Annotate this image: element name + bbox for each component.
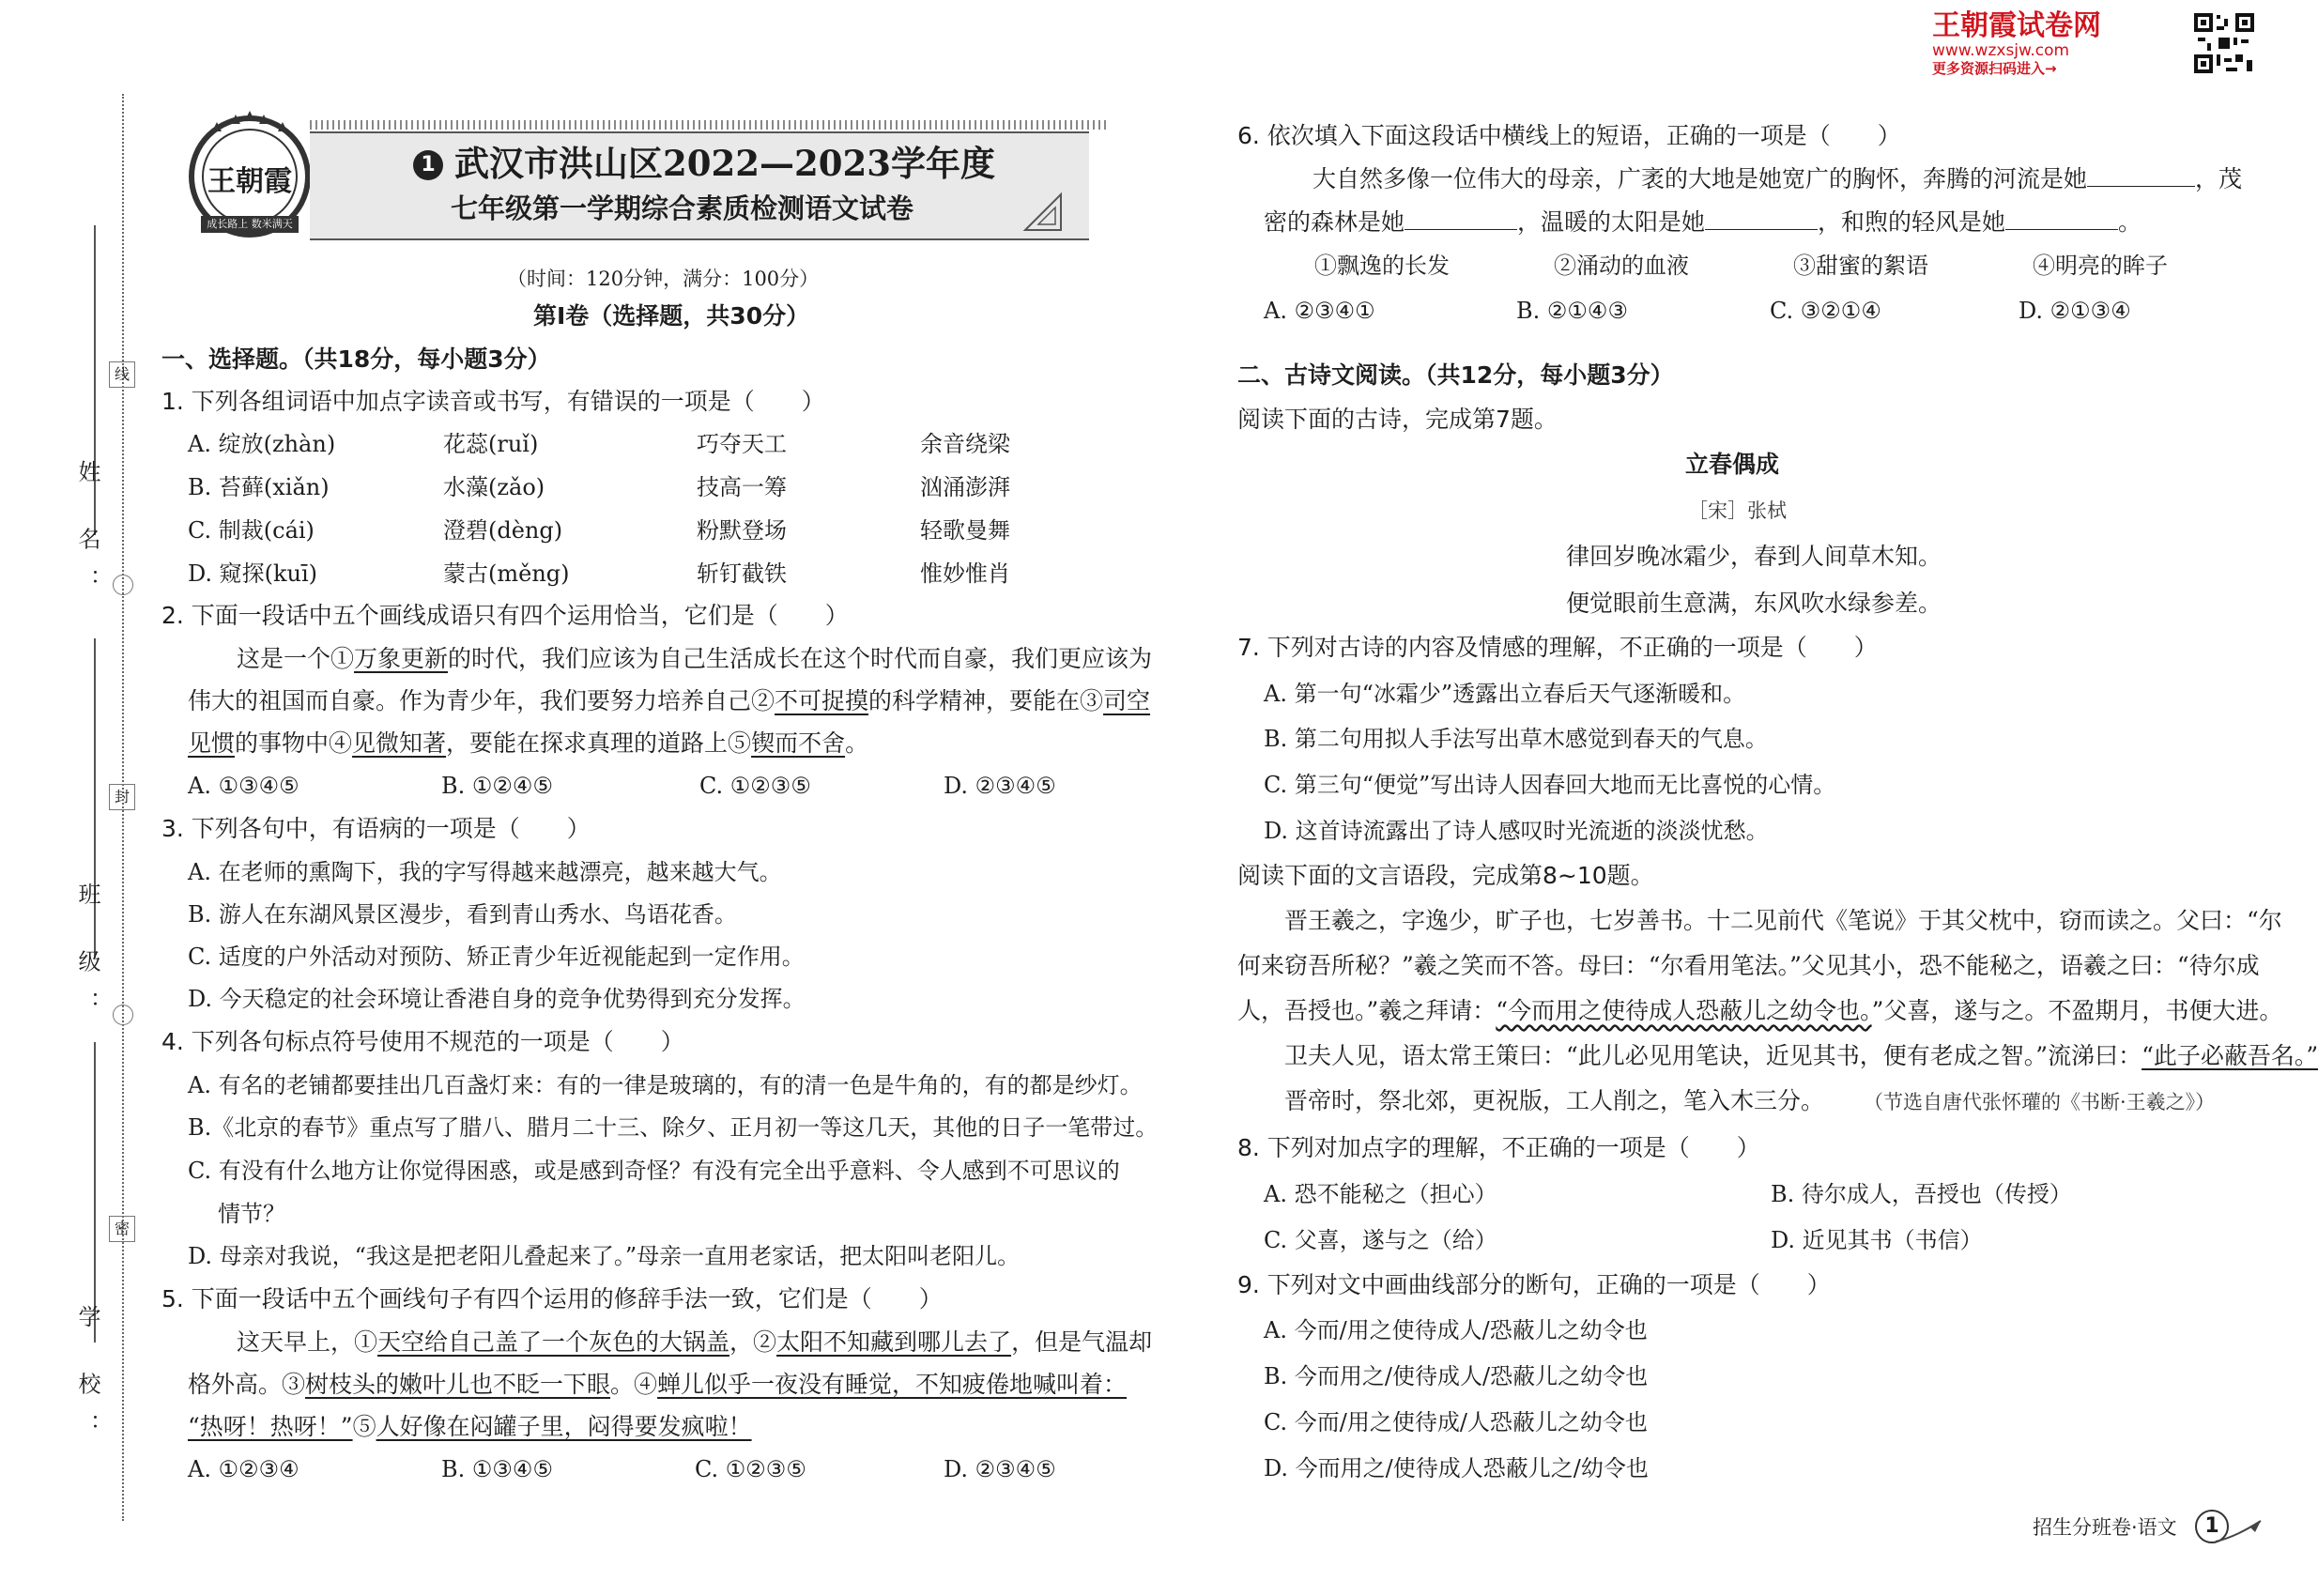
fill-blank[interactable]	[1705, 208, 1818, 230]
q1-b3: 技高一筹	[697, 474, 787, 500]
q2-option-a[interactable]: A. ①③④⑤	[188, 773, 299, 799]
publisher-name: 王朝霞试卷网	[1932, 9, 2101, 42]
footer-label: 招生分班卷·语文	[2033, 1516, 2177, 1539]
q2-stem: 2. 下面一段话中五个画线成语只有四个运用恰当，它们是（ ）	[161, 602, 849, 629]
q5-passage-line1	[237, 1328, 1152, 1357]
title-number: 1	[413, 150, 443, 180]
text: 卫夫人见，语太常王策曰：“此儿必见用笔诀，近见其书，便有老成之智。”流涕曰：	[1284, 1042, 2142, 1069]
student-class-field[interactable]: 班 级：	[74, 882, 100, 1033]
page-title: 武汉市洪山区2022—2023学年度	[454, 143, 995, 184]
q6-option-c[interactable]: C. ③②①④	[1770, 298, 1881, 324]
passage-line1: 晋王羲之，字逸少，旷子也，七岁善书。十二见前代《笔说》于其父枕中，窃而读之。父曰：“尔	[1284, 907, 2282, 934]
page-subtitle: 七年级第一学期综合素质检测语文试卷	[451, 192, 914, 224]
text: 的事物中④	[235, 729, 353, 757]
logo-name: 王朝霞	[207, 165, 292, 198]
q2-option-b[interactable]: B. ①②④⑤	[441, 773, 553, 799]
q1-a4: 余音绕梁	[920, 431, 1010, 457]
q2-passage-line1	[237, 645, 1152, 673]
q5-passage-line2	[188, 1371, 1127, 1399]
section1-title: 一、选择题。（共18分，每小题3分）	[161, 345, 551, 373]
q4-option-d[interactable]: D. 母亲对我说，“我这是把老阳儿叠起来了。”母亲一直用老家话，把太阳叫老阳儿。	[188, 1243, 1021, 1269]
text: 这是一个①	[237, 645, 355, 672]
page-number: 1	[2195, 1510, 2229, 1543]
q7-option-d[interactable]: D. 这首诗流露出了诗人感叹时光流逝的淡淡忧愁。	[1264, 818, 1769, 844]
underlined-idiom: 见微知著	[352, 729, 447, 757]
seal-mark-line: 线	[109, 361, 135, 388]
text: 人，吾授也。”羲之拜请：	[1237, 997, 1497, 1024]
q7-option-b[interactable]: B. 第二句用拟人手法写出草木感觉到春天的气息。	[1264, 726, 1768, 752]
q9-option-c[interactable]: C. 今而/用之使待成/人恐蔽儿之幼令也	[1264, 1409, 1648, 1435]
passage-line4	[1284, 1042, 2318, 1070]
poem-line2: 便觉眼前生意满，东风吹水绿参差。	[1566, 590, 1942, 617]
text: ”父喜，遂与之。不盈期月，书便大进。	[1871, 997, 2283, 1024]
q4-option-b[interactable]: B.《北京的春节》重点写了腊八、腊月二十三、除夕、正月初一等这几天，其他的日子一笔带过。	[188, 1114, 1159, 1141]
underlined-sentence: 人好像在闷罐子里，闷得要发疯啦！	[376, 1413, 752, 1440]
passage-line3	[1237, 997, 2282, 1025]
q1-b2: 水藻(zǎo)	[443, 474, 545, 500]
student-school-field[interactable]: 学 校：	[74, 1305, 100, 1455]
q1-a2: 花蕊(ruǐ)	[443, 431, 539, 457]
text: 这天早上，①	[237, 1328, 378, 1356]
seal-mark-secret: 密	[109, 1216, 135, 1242]
title-banner-stripes	[310, 120, 1108, 130]
pen-icon	[2208, 1517, 2264, 1549]
q5-option-a[interactable]: A. ①②③④	[188, 1456, 299, 1482]
underlined-sentence: 太阳不知藏到哪儿去了	[776, 1328, 1012, 1356]
text: 的科学精神，要能在③	[868, 687, 1104, 714]
text: 。	[2118, 208, 2142, 236]
q3-option-b[interactable]: B. 游人在东湖风景区漫步，看到青山秀水、鸟语花香。	[188, 901, 737, 928]
text: ，和煦的轻风是她	[1818, 208, 2006, 236]
text: 的时代，我们应该为自己生活成长在这个时代而自豪，我们更应该为	[448, 645, 1153, 672]
q5-option-d[interactable]: D. ②③④⑤	[944, 1456, 1056, 1482]
q1-d3: 斩钉截铁	[697, 560, 787, 587]
q8-option-d[interactable]: D. 近见其书（书信）	[1771, 1227, 1983, 1253]
underlined-sentence: 天空给自己盖了一个灰色的大锅盖	[377, 1328, 730, 1356]
q6-option-a[interactable]: A. ②③④①	[1264, 298, 1375, 324]
underlined-idiom: 见惯	[188, 729, 236, 757]
q6-passage-line1	[1313, 165, 2242, 193]
q8-stem: 8. 下列对加点字的理解，不正确的一项是（ ）	[1237, 1134, 1760, 1161]
text: 格外高。③	[188, 1371, 306, 1398]
q5-stem: 5. 下面一段话中五个画线句子有四个运用的修辞手法一致，它们是（ ）	[161, 1285, 943, 1312]
q6-option-d[interactable]: D. ②①③④	[2019, 298, 2131, 324]
q6-passage-line2	[1264, 208, 2141, 237]
poem-title: 立春偶成	[1685, 451, 1780, 478]
q9-stem: 9. 下列对文中画曲线部分的断句，正确的一项是（ ）	[1237, 1271, 1831, 1298]
text: ，温暖的太阳是她	[1517, 208, 1706, 236]
qr-code-icon[interactable]	[2192, 11, 2256, 75]
text: ，②	[729, 1328, 777, 1356]
q2-option-c[interactable]: C. ①②③⑤	[699, 773, 811, 799]
underlined-sentence: 蝉儿似乎一夜没有睡觉，不知疲倦地喊叫着：	[657, 1371, 1128, 1398]
seal-mark-seal: 封	[109, 784, 135, 810]
q6-phrase-4: ④明亮的眸子	[2033, 253, 2168, 279]
text: ⑤	[352, 1413, 376, 1440]
text: ，但是气温却	[1011, 1328, 1153, 1356]
q1-c4: 轻歌曼舞	[920, 517, 1010, 544]
binding-hole-icon	[113, 575, 133, 595]
q1-a1[interactable]: A. 绽放(zhàn)	[188, 431, 336, 457]
logo-motto: 成长路上 数米满天	[207, 218, 293, 230]
q9-option-a[interactable]: A. 今而/用之使待成人/恐蔽儿之幼令也	[1264, 1317, 1648, 1343]
passage-line5: 晋帝时，祭北郊，更祝版，工人削之，笔入木三分。	[1284, 1087, 1825, 1114]
underlined-sentence: “热呀！热呀！”	[188, 1413, 353, 1440]
q1-c1[interactable]: C. 制裁(cái)	[188, 517, 315, 544]
text: 密的森林是她	[1264, 208, 1405, 236]
text: ，茂	[2195, 165, 2243, 192]
exam-time: （时间：120分钟，满分：100分）	[507, 268, 820, 290]
fill-blank[interactable]	[2005, 208, 2118, 230]
q5-option-c[interactable]: C. ①②③⑤	[695, 1456, 806, 1482]
binding-solid-3	[94, 1042, 96, 1343]
q3-stem: 3. 下列各句中，有语病的一项是（ ）	[161, 815, 591, 842]
q2-option-d[interactable]: D. ②③④⑤	[944, 773, 1056, 799]
brand-logo	[184, 111, 315, 242]
poem-author: ［宋］张栻	[1688, 499, 1787, 522]
text: 大自然多像一位伟大的母亲，广袤的大地是她宽广的胸怀，奔腾的河流是她	[1313, 165, 2088, 192]
q9-option-b[interactable]: B. 今而用之/使待成人/恐蔽儿之幼令也	[1264, 1363, 1649, 1389]
fill-blank[interactable]	[2087, 165, 2195, 187]
passage-intro: 阅读下面的文言语段，完成第8~10题。	[1237, 862, 1654, 889]
q8-option-c[interactable]: C. 父喜，遂与之（给）	[1264, 1227, 1497, 1253]
q1-d2: 蒙古(měng)	[443, 560, 570, 587]
q1-b1[interactable]: B. 苔藓(xiǎn)	[188, 474, 330, 500]
underlined-idiom: 锲而不舍	[751, 729, 846, 757]
underlined-idiom: 司空	[1103, 687, 1151, 714]
q4-option-c[interactable]: C. 有没有什么地方让你觉得困惑，或是感到奇怪？有没有完全出乎意料、令人感到不可思议的	[188, 1158, 1120, 1184]
q3-option-a[interactable]: A. 在老师的熏陶下，我的字写得越来越漂亮，越来越大气。	[188, 859, 782, 885]
passage-line2: 何来窃吾所秘？”羲之笑而不答。母曰：“尔看用笔法。”父见其小，恐不能秘之，语羲之曰：“待尔成	[1237, 952, 2260, 979]
poem-intro: 阅读下面的古诗，完成第7题。	[1237, 406, 1558, 433]
q1-stem: 1. 下列各组词语中加点字读音或书写，有错误的一项是（ ）	[161, 388, 825, 415]
q1-a3: 巧夺天工	[697, 431, 787, 457]
text: 伟大的祖国而自豪。作为青少年，我们要努力培养自己②	[188, 687, 775, 714]
q6-phrase-3: ③甜蜜的絮语	[1793, 253, 1928, 279]
q3-option-c[interactable]: C. 适度的户外活动对预防、矫正青少年近视能起到一定作用。	[188, 944, 805, 970]
q9-option-d[interactable]: D. 今而用之/使待成人恐蔽儿之/幼令也	[1264, 1455, 1649, 1481]
q8-option-b[interactable]: B. 待尔成人，吾授也（传授）	[1771, 1181, 2072, 1207]
q2-passage-line3	[188, 729, 868, 758]
q6-stem: 6. 依次填入下面这段话中横线上的短语，正确的一项是（ ）	[1237, 122, 1901, 149]
student-name-field[interactable]: 姓 名：	[74, 460, 100, 610]
q7-option-c[interactable]: C. 第三句“便觉”写出诗人因春回大地而无比喜悦的心情。	[1264, 772, 1836, 798]
q6-phrase-2: ②涌动的血液	[1554, 253, 1689, 279]
q1-d4: 惟妙惟肖	[920, 560, 1010, 587]
underlined-sentence: 树枝头的嫩叶儿也不眨一下眼	[305, 1371, 611, 1398]
passage-source: （节选自唐代张怀瓘的《书断·王羲之》）	[1864, 1091, 2216, 1113]
q4-option-a[interactable]: A. 有名的老铺都要挂出几百盏灯来：有的一律是玻璃的，有的清一色是牛角的，有的都是纱灯。	[188, 1072, 1143, 1098]
publisher-brand	[1932, 11, 2195, 77]
q1-b4: 汹涌澎湃	[920, 474, 1010, 500]
q5-passage-line3	[188, 1413, 752, 1441]
text: ，要能在探求真理的道路上⑤	[446, 729, 752, 757]
publisher-url[interactable]: www.wzxsjw.com	[1932, 41, 2070, 60]
q1-d1[interactable]: D. 窥探(kuī)	[188, 560, 318, 587]
underlined-idiom: 不可捉摸	[775, 687, 869, 714]
text: 。④	[610, 1371, 658, 1398]
underlined-idiom: 万象更新	[354, 645, 449, 672]
underlined-text: “此子必蔽吾名。”	[2141, 1042, 2318, 1069]
q4-stem: 4. 下列各句标点符号使用不规范的一项是（ ）	[161, 1028, 684, 1055]
q7-stem: 7. 下列对古诗的内容及情感的理解，不正确的一项是（ ）	[1237, 634, 1878, 661]
publisher-tagline: 更多资源扫码进入→	[1932, 60, 2057, 77]
triangle-ruler-icon	[1023, 192, 1063, 236]
wavy-underlined-text: “今而用之使待成人恐蔽儿之幼令也。	[1496, 997, 1872, 1024]
q6-option-b[interactable]: B. ②①④③	[1516, 298, 1628, 324]
q8-option-a[interactable]: A. 恐不能秘之（担心）	[1264, 1181, 1497, 1207]
text: 。	[845, 729, 869, 757]
section2-title: 二、古诗文阅读。（共12分，每小题3分）	[1237, 361, 1674, 389]
q1-c2: 澄碧(dèng)	[443, 517, 563, 544]
q3-option-d[interactable]: D. 今天稳定的社会环境让香港自身的竞争优势得到充分发挥。	[188, 986, 806, 1012]
q4-option-c-cont: 情节？	[218, 1201, 285, 1227]
q2-passage-line2	[188, 687, 1150, 715]
fill-blank[interactable]	[1405, 208, 1517, 230]
q7-option-a[interactable]: A. 第一句“冰霜少”透露出立春后天气逐渐暖和。	[1264, 681, 1746, 707]
poem-line1: 律回岁晚冰霜少，春到人间草木知。	[1566, 543, 1942, 570]
binding-hole-icon	[113, 1005, 133, 1025]
q5-option-b[interactable]: B. ①③④⑤	[441, 1456, 553, 1482]
part1-title: 第Ⅰ卷（选择题，共30分）	[533, 302, 810, 330]
q1-c3: 粉默登场	[697, 517, 787, 544]
q6-phrase-1: ①飘逸的长发	[1314, 253, 1450, 279]
